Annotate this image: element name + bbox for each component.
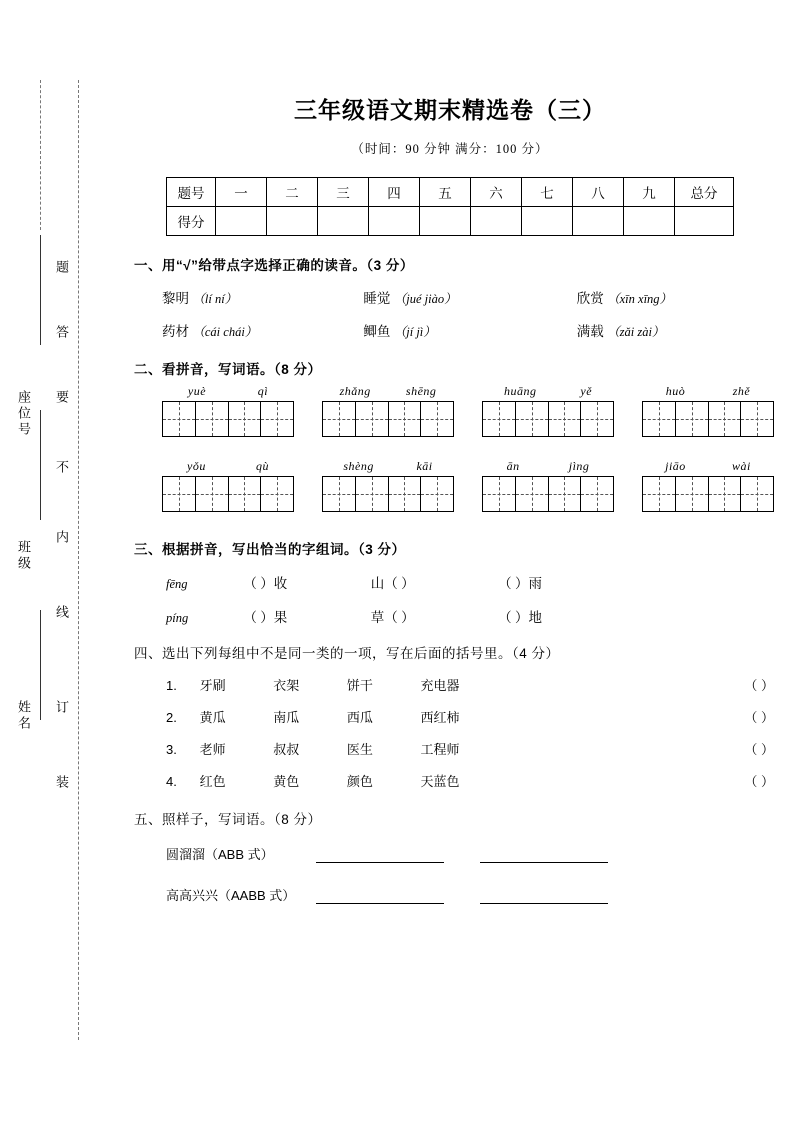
margin-strip [0, 60, 110, 1060]
q1-item-5-choices: （jí jì） [393, 325, 436, 339]
pinyin-syllable: zhě [732, 384, 751, 398]
pinyin-syllable: huò [665, 384, 686, 398]
q4-word-4-1[interactable]: 红色 [199, 774, 226, 789]
margin-label-bu: 不 [54, 460, 69, 476]
margin-label-xian: 线 [54, 605, 69, 621]
question-4-item-4 [120, 771, 780, 790]
q1-item-2-word: 睡觉 [363, 291, 391, 306]
margin-label-zhuang: 装 [54, 775, 69, 791]
q1-item-1-choices: （lí ní） [192, 292, 238, 306]
tianzige-boxes[interactable] [482, 401, 614, 437]
q4-index-3: 3. [166, 742, 177, 757]
score-col-total: 总分 [675, 178, 734, 207]
guide-line-dashed-inner [40, 80, 41, 230]
pinyin-syllable: ān [506, 459, 520, 473]
q1-item-6-word: 满载 [576, 324, 604, 339]
score-cell-7[interactable] [522, 207, 573, 236]
tianzige-pinyin-4 [642, 384, 774, 399]
q5-label-1: 圆溜溜（ABB 式） [166, 847, 274, 862]
q4-word-4-4[interactable]: 天蓝色 [420, 774, 460, 789]
q3-pinyin-2: píng [166, 611, 189, 625]
guide-line-solid-inner-3 [40, 610, 41, 720]
tianzige-group-7 [482, 459, 614, 512]
question-4-heading [120, 642, 780, 662]
tianzige-group-3 [482, 384, 614, 437]
pinyin-syllable: yǒu [187, 459, 206, 473]
q1-item-6-choices: （zǎi zài） [607, 325, 665, 339]
score-col-4: 四 [369, 178, 420, 207]
question-1-row-1 [120, 287, 780, 307]
tianzige-boxes[interactable] [322, 476, 454, 512]
q4-word-1-2[interactable]: 衣架 [273, 678, 300, 693]
tianzige-pinyin-7 [482, 459, 614, 474]
question-3-stem: 根据拼音，写出恰当的字组词。（3 分） [162, 542, 406, 557]
q1-item-3-word: 欣赏 [576, 291, 604, 306]
q3-blank-1[interactable]: （ ）收 [243, 576, 288, 591]
question-4-item-3 [120, 739, 780, 758]
q3-pinyin-1: fēng [166, 577, 188, 591]
pinyin-syllable: qì [257, 384, 269, 398]
question-3-row-2 [120, 606, 780, 626]
q1-item-2-choices: （jué jiào） [393, 292, 457, 306]
q4-answer-3[interactable]: （ ） [744, 742, 774, 757]
score-col-1: 一 [216, 178, 267, 207]
question-4-number: 四、 [134, 646, 162, 661]
pinyin-syllable: wài [732, 459, 751, 473]
score-col-7: 七 [522, 178, 573, 207]
field-label-seat-number: 座位号 [16, 390, 31, 438]
q1-item-3-choices: （xīn xīng） [607, 292, 673, 306]
q4-word-2-3[interactable]: 西瓜 [346, 710, 373, 725]
q4-word-4-2[interactable]: 黄色 [273, 774, 300, 789]
q5-label-2: 高高兴兴（AABB 式） [166, 888, 296, 903]
pinyin-syllable: yuè [187, 384, 207, 398]
score-col-2: 二 [267, 178, 318, 207]
score-cell-2[interactable] [267, 207, 318, 236]
score-table-label-question: 题号 [167, 178, 216, 207]
score-cell-4[interactable] [369, 207, 420, 236]
q4-word-2-2[interactable]: 南瓜 [273, 710, 300, 725]
tianzige-group-8 [642, 459, 774, 512]
q4-word-3-3[interactable]: 医生 [346, 742, 373, 757]
pinyin-syllable: shēng [405, 384, 437, 398]
q3-blank-6[interactable]: （ ）地 [498, 610, 542, 625]
table-row-question-numbers [167, 178, 734, 207]
q4-word-4-3[interactable]: 颜色 [346, 774, 373, 789]
pinyin-syllable: huāng [503, 384, 537, 398]
q3-blank-4[interactable]: （ ）果 [243, 610, 288, 625]
score-cell-1[interactable] [216, 207, 267, 236]
q4-index-4: 4. [166, 774, 177, 789]
q1-item-1-word: 黎明 [162, 291, 189, 306]
q1-item-4-choices: （cái chái） [192, 325, 258, 339]
pinyin-syllable: jìng [568, 459, 590, 473]
score-cell-9[interactable] [624, 207, 675, 236]
q1-item-4[interactable] [162, 320, 360, 340]
q4-index-1: 1. [166, 678, 177, 693]
q4-index-2: 2. [166, 710, 177, 725]
question-3-number: 三、 [134, 542, 162, 557]
guide-line-dashed-outer [78, 80, 79, 1040]
question-3-row-1 [120, 572, 780, 592]
q4-answer-2[interactable]: （ ） [744, 710, 774, 725]
pinyin-syllable: yě [580, 384, 593, 398]
tianzige-pinyin-5 [162, 459, 294, 474]
exam-subtitle: （时间：90 分钟 满分：100 分） [351, 142, 549, 156]
q1-item-5[interactable] [363, 320, 573, 340]
q3-blank-2[interactable]: 山（ ） [370, 576, 415, 591]
q4-word-2-4[interactable]: 西红柿 [420, 710, 460, 725]
tianzige-boxes[interactable] [162, 401, 294, 437]
question-5-number: 五、 [134, 812, 162, 827]
tianzige-boxes[interactable] [322, 401, 454, 437]
field-label-class: 班级 [16, 540, 31, 572]
question-2-number: 二、 [134, 362, 162, 377]
q1-item-6[interactable] [577, 320, 665, 340]
score-col-5: 五 [420, 178, 471, 207]
score-col-3: 三 [318, 178, 369, 207]
question-1-number: 一、 [134, 258, 162, 273]
pinyin-syllable: jiāo [665, 459, 686, 473]
q5-blank-1-2[interactable] [480, 848, 608, 863]
score-table-label-score: 得分 [167, 207, 216, 236]
pinyin-syllable: zhǎng [339, 384, 371, 398]
q4-answer-1[interactable]: （ ） [744, 678, 774, 693]
q3-blank-5[interactable]: 草（ ） [370, 610, 415, 625]
score-cell-8[interactable] [573, 207, 624, 236]
q4-word-2-1[interactable]: 黄瓜 [199, 710, 226, 725]
tianzige-group-5 [162, 459, 294, 512]
pinyin-syllable: shèng [343, 459, 374, 473]
margin-label-da: 答 [54, 325, 69, 341]
question-2-heading [120, 358, 780, 378]
margin-label-nei: 内 [54, 530, 69, 546]
question-4-stem: 选出下列每组中不是同一类的一项，写在后面的括号里。（4 分） [162, 646, 560, 661]
q4-word-1-1[interactable]: 牙刷 [199, 678, 226, 693]
score-col-6: 六 [471, 178, 522, 207]
q3-blank-3[interactable]: （ ）雨 [498, 576, 542, 591]
pinyin-syllable: qù [255, 459, 269, 473]
tianzige-group-4 [642, 384, 774, 437]
tianzige-group-2 [322, 384, 454, 437]
tianzige-boxes[interactable] [162, 476, 294, 512]
margin-label-ti: 题 [54, 260, 69, 276]
q1-item-4-word: 药材 [162, 324, 189, 339]
score-cell-3[interactable] [318, 207, 369, 236]
q1-item-3[interactable] [577, 287, 672, 307]
exam-paper [120, 0, 780, 1122]
question-1-row-2 [120, 320, 780, 340]
q5-blank-2-1[interactable] [316, 889, 444, 904]
margin-label-yao: 要 [54, 390, 69, 406]
score-cell-total[interactable] [675, 207, 734, 236]
q4-word-1-4[interactable]: 充电器 [420, 678, 460, 693]
score-cell-5[interactable] [420, 207, 471, 236]
q4-answer-4[interactable]: （ ） [744, 774, 774, 789]
question-1-stem: 用“√”给带点字选择正确的读音。（3 分） [162, 258, 414, 273]
tianzige-pinyin-2 [322, 384, 454, 399]
score-col-8: 八 [573, 178, 624, 207]
tianzige-pinyin-8 [642, 459, 774, 474]
tianzige-pinyin-3 [482, 384, 614, 399]
tianzige-boxes[interactable] [482, 476, 614, 512]
question-5-sample-1 [120, 844, 780, 863]
score-col-9: 九 [624, 178, 675, 207]
q1-item-1[interactable] [162, 287, 360, 307]
question-2-grid-row-1 [120, 384, 780, 437]
tianzige-boxes[interactable] [642, 476, 774, 512]
question-5-stem: 照样子，写词语。（8 分） [162, 812, 322, 827]
tianzige-group-1 [162, 384, 294, 437]
q1-item-2[interactable] [363, 287, 573, 307]
question-4-item-2 [120, 707, 780, 726]
score-cell-6[interactable] [471, 207, 522, 236]
guide-line-solid-inner [40, 235, 41, 345]
q5-blank-2-2[interactable] [480, 889, 608, 904]
q4-word-1-3[interactable]: 饼干 [346, 678, 373, 693]
tianzige-pinyin-6 [322, 459, 454, 474]
question-2-stem: 看拼音，写词语。（8 分） [162, 362, 322, 377]
question-3-heading [120, 538, 780, 558]
q4-word-3-2[interactable]: 叔叔 [273, 742, 300, 757]
question-5-heading [120, 808, 780, 828]
page-title: 三年级语文期末精选卷（三） [294, 98, 606, 123]
margin-label-ding: 订 [54, 700, 69, 716]
question-5-sample-2 [120, 885, 780, 904]
q1-item-5-word: 鲫鱼 [363, 324, 391, 339]
pinyin-syllable: kāi [416, 459, 433, 473]
field-label-name: 姓名 [16, 700, 31, 732]
tianzige-group-6 [322, 459, 454, 512]
q4-word-3-4[interactable]: 工程师 [420, 742, 460, 757]
q5-blank-1-1[interactable] [316, 848, 444, 863]
question-2-grid-row-2 [120, 459, 780, 512]
question-1-heading [120, 254, 780, 274]
guide-line-solid-inner-2 [40, 410, 41, 520]
table-row-scores [167, 207, 734, 236]
score-table [166, 177, 734, 236]
question-4-item-1 [120, 675, 780, 694]
tianzige-pinyin-1 [162, 384, 294, 399]
q4-word-3-1[interactable]: 老师 [199, 742, 226, 757]
tianzige-boxes[interactable] [642, 401, 774, 437]
